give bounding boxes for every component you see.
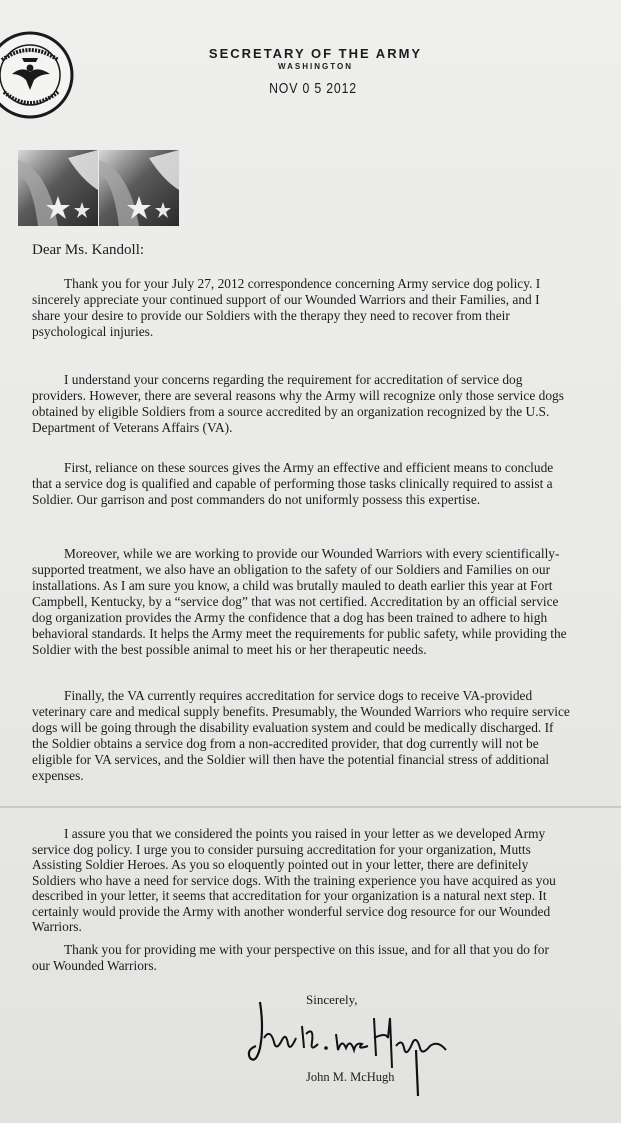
department-of-defense-seal <box>0 30 74 120</box>
flag-image <box>18 150 179 226</box>
letter-paragraph: Thank you for your July 27, 2012 correspondence concerning Army service dog policy. I sincerely appreciate your continued support of our Wounded Warriors and their Families, and I share your desire to provide our Soldiers with the therapy they need to recover from their psychological injuries. <box>32 276 541 339</box>
paper-fold-line <box>0 806 621 808</box>
letter-paragraph: I understand your concerns regarding the requirement for accreditation of service dog providers. However, there are several reasons why the Army will recognize only those service dogs obtained by eligible Soldiers from a source accredited by an organization recognized by the U.S. Department of Veterans Affairs (VA). <box>32 372 564 435</box>
letterhead-title: SECRETARY OF THE ARMY <box>208 46 423 61</box>
letterhead-city: WASHINGTON <box>278 62 353 71</box>
signer-name: John M. McHugh <box>306 1070 395 1084</box>
salutation: Dear Ms. Kandoll: <box>32 242 145 258</box>
closing: Sincerely, <box>306 992 358 1007</box>
letter-paragraph: Moreover, while we are working to provide our Wounded Warriors with every scientifically-supported treatment, we also have an obligation to the safety of our Soldiers and Families on our installations. As I am sure you know, a child was brutally mauled to death earlier this year at Fort Campbell, Kentucky, by a “service dog” that was not certified. Accreditation by an official service dog organization provides the Army the confidence that a dog has been trained to adhere to high behavioral standards. It helps the Army meet the requirements for public safety, while providing the Soldier with the best possible animal to meet his or her therapeutic needs. <box>32 546 567 657</box>
letter-paragraph: Finally, the VA currently requires accreditation for service dogs to receive VA-provided veterinary care and medical supply benefits. Presumably, the Wounded Warriors who require service dogs will be going through the disability evaluation system and could be medically discharged. If the Soldier obtains a service dog from a non-accredited provider, that dog currently will not be eligible for VA services, and the Soldier will then have the potential financial stress of additional expenses. <box>32 688 570 783</box>
letter-paragraph: Thank you for providing me with your perspective on this issue, and for all that you do for our Wounded Warriors. <box>32 942 549 973</box>
letter-date-stamp: NOV 0 5 2012 <box>269 80 357 97</box>
letter-paragraph: I assure you that we considered the points you raised in your letter as we developed Army service dog policy. I urge you to consider pursuing accreditation for your organization, Mutts Assisting Soldier Heroes. As you so eloquently pointed out in your letter, there are definitely Soldiers who have a need for service dogs. With the training experience you have acquired as you described in your letter, it seems that accreditation for your organization is a natural next step. It certainly would provide the Army with another wonderful service dog resource for our Wounded Warriors. <box>32 826 556 934</box>
letter-paragraph: First, reliance on these sources gives the Army an effective and efficient means to conclude that a service dog is qualified and capable of performing those tasks clinically required to assist a Soldier. Our garrison and post commanders do not uniformly possess this expertise. <box>32 460 554 507</box>
